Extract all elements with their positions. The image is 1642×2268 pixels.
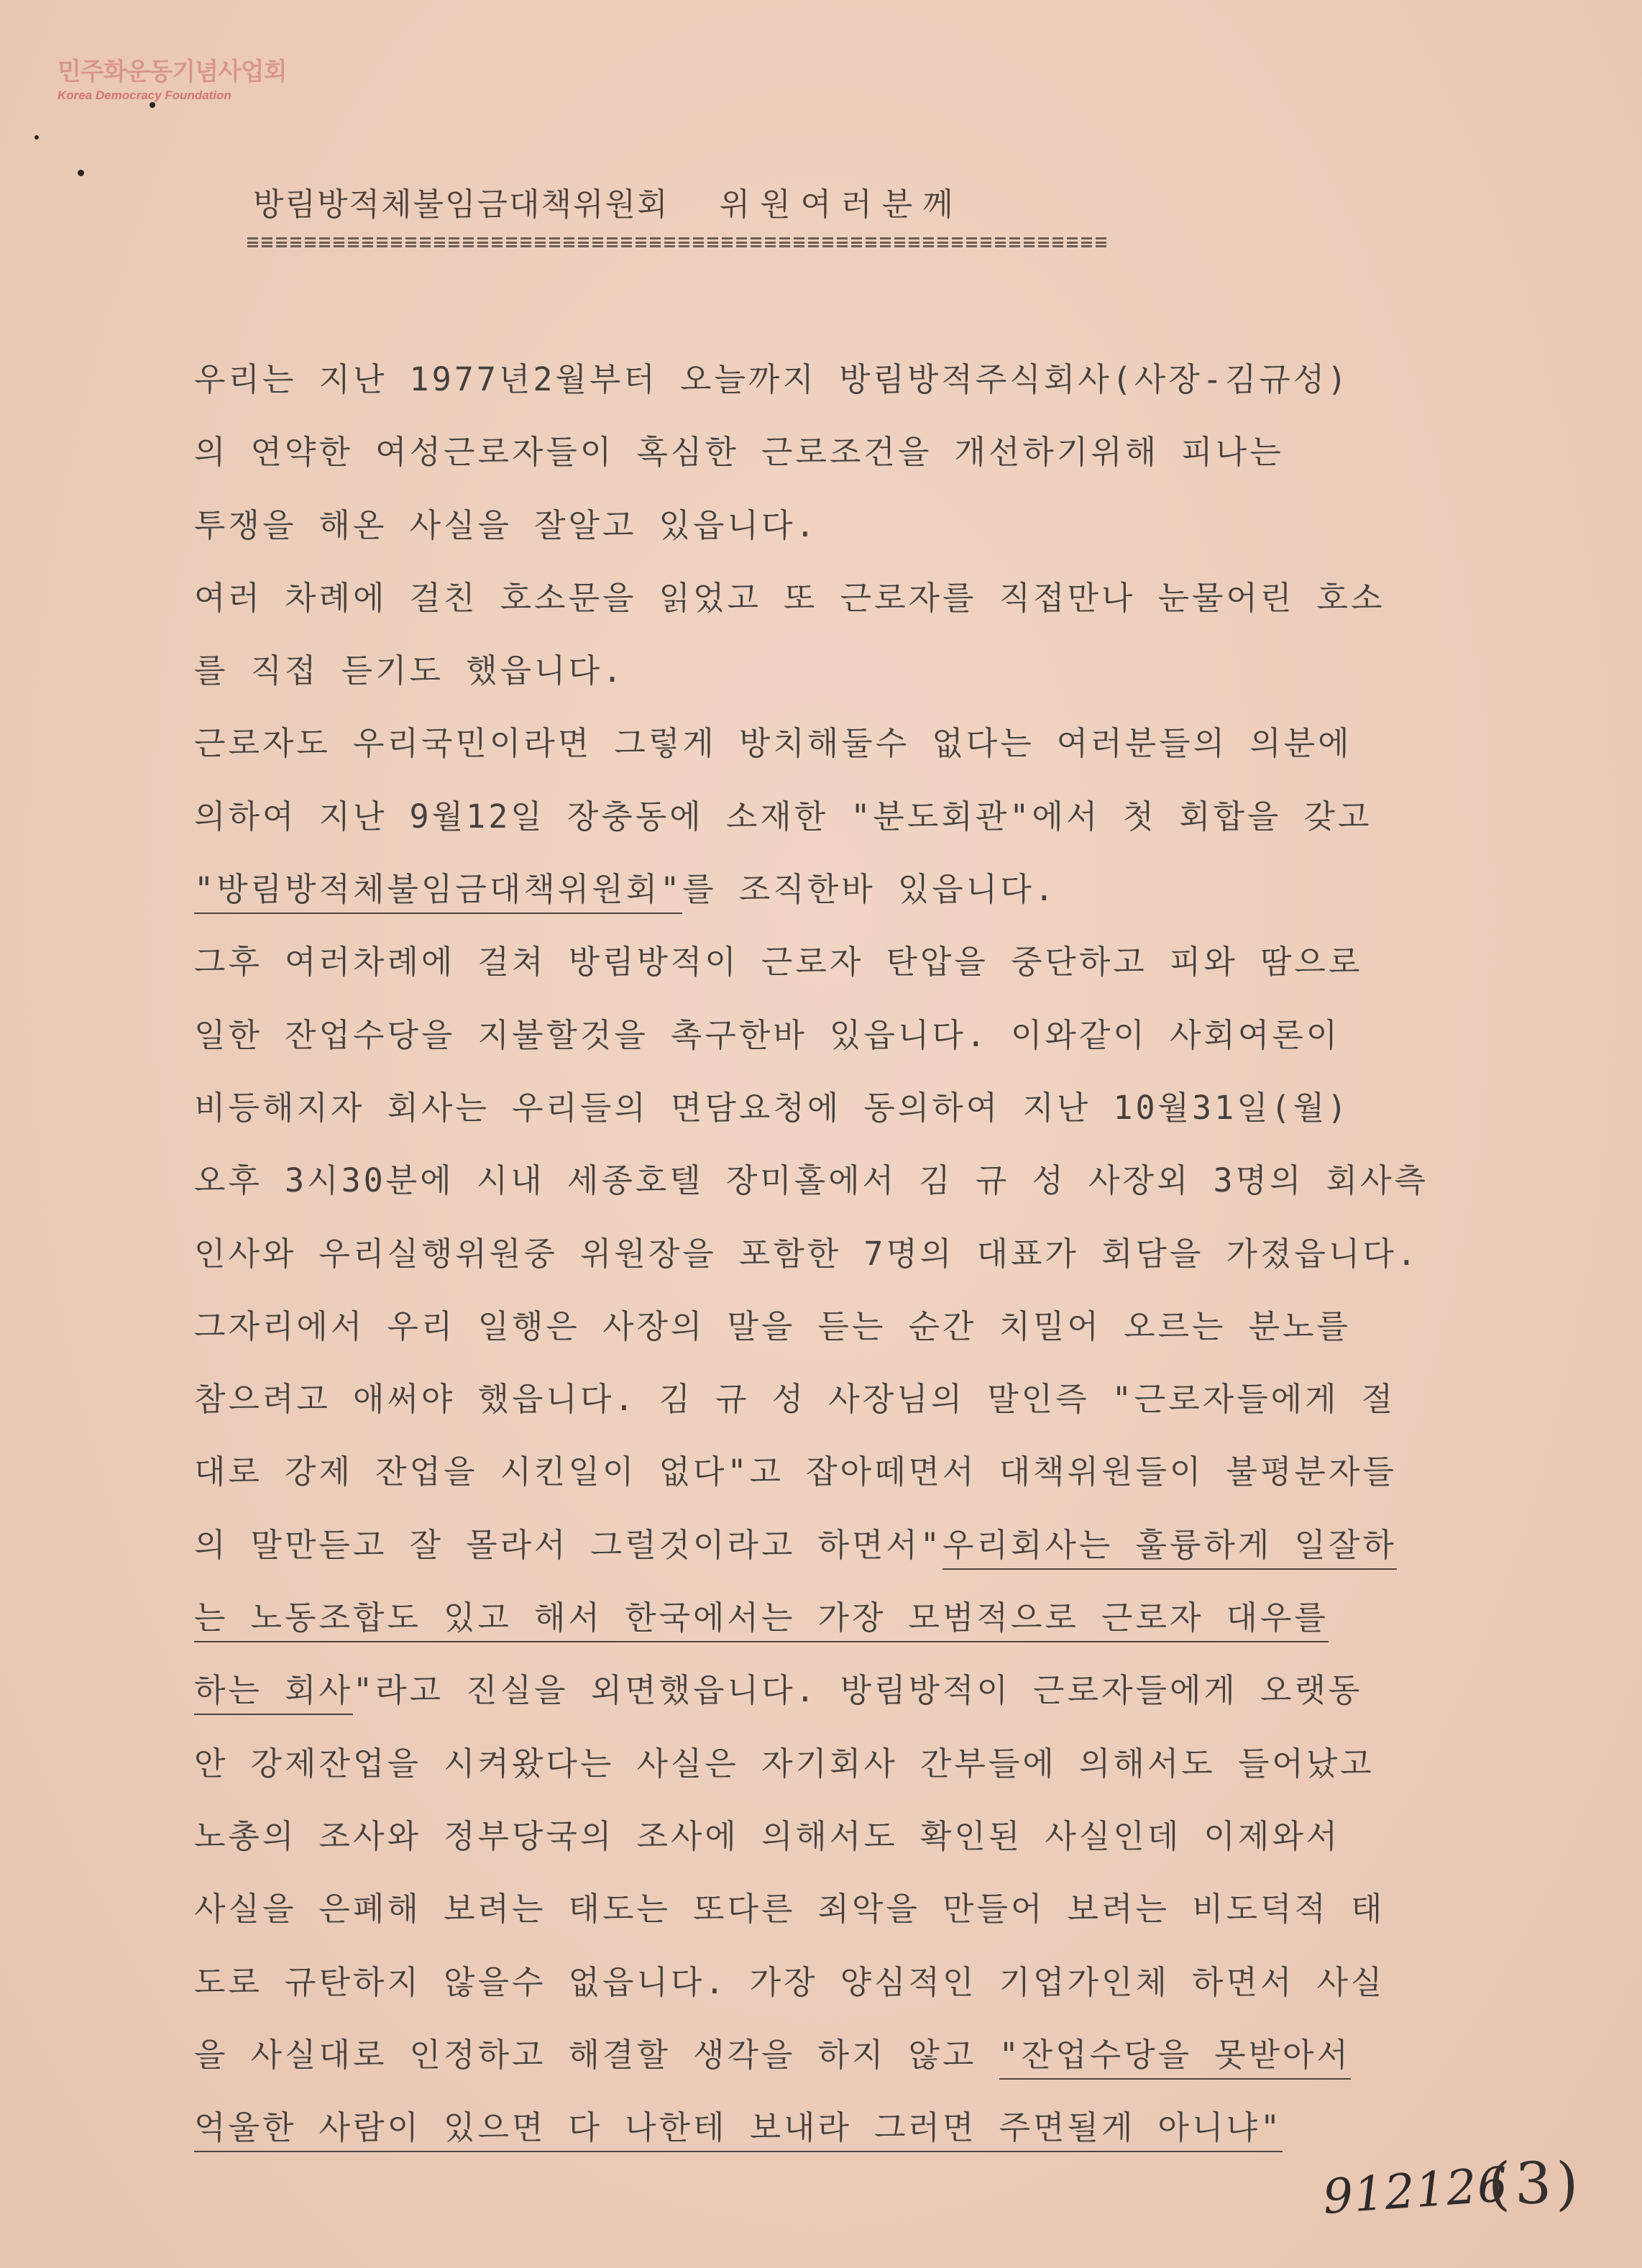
body-line: 의하여 지난 9월12일 장충동에 소재한 "분도회관"에서 첫 회합을 갖고 xyxy=(194,797,1372,836)
letter-heading xyxy=(253,178,963,224)
underlined-quote: 우리회사는 훌륭하게 일잘하 xyxy=(942,1526,1397,1570)
body-line: 사실을 은폐해 보려는 태도는 또다른 죄악을 만들어 보려는 비도덕적 태 xyxy=(194,1890,1385,1929)
handwritten-catalog-number: 912126 xyxy=(1321,2157,1510,2225)
ink-speck xyxy=(78,170,84,176)
body-line: 의 연약한 여성근로자들이 혹심한 근로조건을 개선하기위해 피나는 xyxy=(194,433,1284,472)
body-line-head: 의 말만듣고 잘 몰라서 그럴것이라고 하면서" xyxy=(194,1525,943,1564)
body-line-tail: 를 조직한바 있읍니다. xyxy=(682,870,1057,909)
body-line: 인사와 우리실행위원중 위원장을 포함한 7명의 대표가 회담을 가졌읍니다. xyxy=(194,1234,1419,1273)
body-line-tail: "라고 진실을 외면했읍니다. 방림방적이 근로자들에게 오랫동 xyxy=(352,1671,1363,1710)
underlined-quote: 억울한 사람이 있으면 다 나한테 보내라 그러면 주면될게 아니냐" xyxy=(194,2108,1283,2152)
heading-double-underline xyxy=(247,237,1110,247)
body-line-head: 을 사실대로 인정하고 해결할 생각을 하지 않고 xyxy=(194,2035,999,2074)
underlined-quote: "잔업수당을 못받아서 xyxy=(999,2036,1351,2080)
ink-speck xyxy=(150,102,155,108)
underlined-quote: 는 노동조합도 있고 해서 한국에서는 가장 모범적으로 근로자 대우를 xyxy=(194,1599,1329,1642)
body-line: 그후 여러차례에 걸쳐 방림방적이 근로자 탄압을 중단하고 피와 땀으로 xyxy=(194,943,1363,982)
body-line: 근로자도 우리국민이라면 그렇게 방치해둘수 없다는 여러분들의 의분에 xyxy=(194,724,1352,763)
body-line: 비등해지자 회사는 우리들의 면담요청에 동의하여 지난 10월31일(월) xyxy=(194,1088,1350,1127)
body-line: 를 직접 듣기도 했읍니다. xyxy=(194,651,625,690)
body-line: 우리는 지난 1977년2월부터 오늘까지 방림방적주식회사(사장-김규성) xyxy=(194,360,1350,398)
watermark-korean: 민주화운동기념사업회 xyxy=(58,58,287,86)
body-line: 노총의 조사와 정부당국의 조사에 의해서도 확인된 사실인데 이제와서 xyxy=(194,1816,1341,1855)
ink-speck xyxy=(35,135,39,140)
handwritten-page-mark: (3) xyxy=(1488,2150,1583,2217)
body-line: 그자리에서 우리 일행은 사장의 말을 듣는 순간 치밀어 오르는 분노를 xyxy=(194,1307,1351,1345)
archive-watermark xyxy=(58,52,286,103)
body-line-underlined xyxy=(194,868,1488,941)
body-line-underlined xyxy=(194,1524,1488,1596)
underlined-quote: 하는 회사 xyxy=(194,1671,353,1715)
body-line-underlined xyxy=(194,1669,1488,1742)
body-line: 참으려고 애써야 했읍니다. 김 규 성 사장님의 말인즉 "근로자들에게 절 xyxy=(194,1380,1396,1419)
heading-committee-name: 방림방적체불임금대책위원회 xyxy=(253,186,669,223)
body-line-underlined xyxy=(194,2034,1488,2106)
body-line: 일한 잔업수당을 지불할것을 촉구한바 있읍니다. 이와같이 사회여론이 xyxy=(194,1015,1341,1054)
body-line: 안 강제잔업을 시켜왔다는 사실은 자기회사 간부들에 의해서도 들어났고 xyxy=(194,1744,1375,1783)
body-line-underlined xyxy=(194,2106,1488,2179)
body-line: 여러 차례에 걸친 호소문을 읽었고 또 근로자를 직접만나 눈물어린 호소 xyxy=(194,578,1385,617)
body-line: 투쟁을 해온 사실을 잘알고 있읍니다. xyxy=(194,506,818,544)
letter-body xyxy=(194,358,1488,2179)
heading-recipient: 위원여러분께 xyxy=(719,186,963,223)
body-line: 도로 규탄하지 않을수 없읍니다. 가장 양심적인 기업가인체 하면서 사실 xyxy=(194,1962,1385,2001)
underlined-committee-name: "방림방적체불임금대책위원회" xyxy=(194,870,682,914)
body-line-underlined xyxy=(194,1596,1488,1669)
watermark-english: Korea Democracy Foundation xyxy=(58,88,231,102)
body-line: 오후 3시30분에 시내 세종호텔 장미홀에서 김 규 성 사장외 3명의 회사측 xyxy=(194,1161,1428,1200)
body-line: 대로 강제 잔업을 시킨일이 없다"고 잡아떼면서 대책위원들이 불평분자들 xyxy=(194,1453,1397,1491)
